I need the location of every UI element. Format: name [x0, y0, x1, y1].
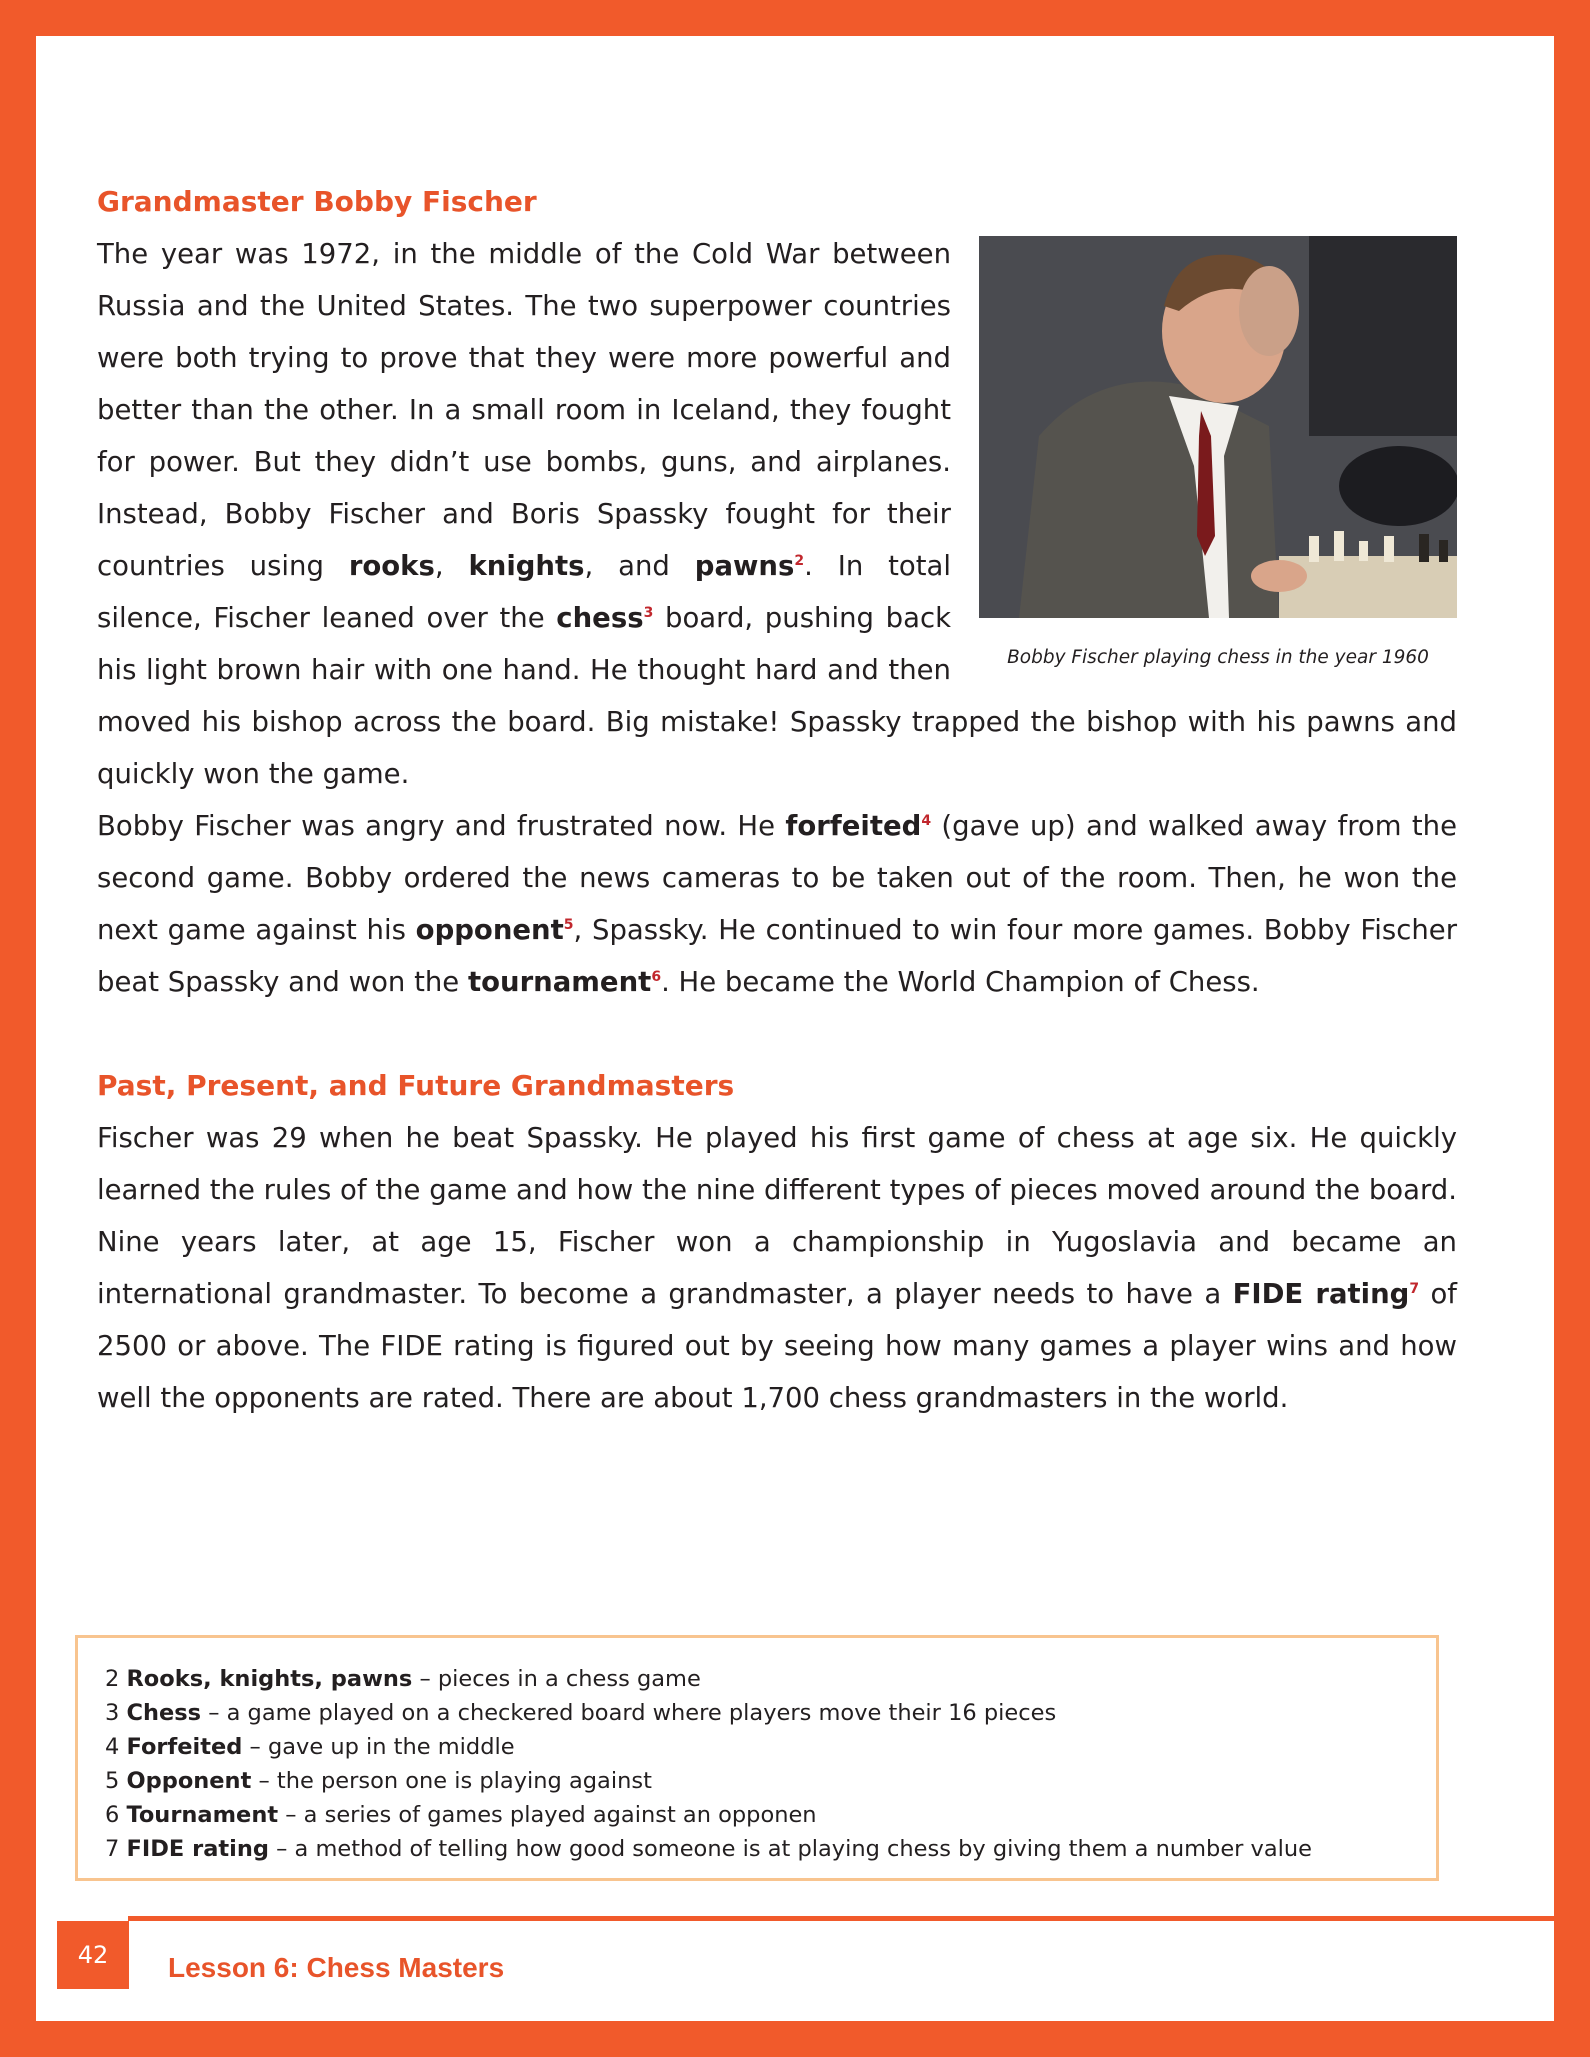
footnote-definition: – the person one is playing against	[251, 1768, 652, 1794]
footnote-item	[105, 1764, 1436, 1798]
footnotes-box	[75, 1635, 1439, 1881]
footnote-item	[105, 1832, 1436, 1866]
text-run: Fischer was 29 when he beat Spassky. He played his first game of chess at age six. He quickly learned the rules of the game and how the nine different types of pieces moved around the board. Nine years later, at age 15, Fischer won a championship in Yugoslavia and became an international grandmaster. To become a grandmaster, a player needs to have a	[97, 1122, 1457, 1310]
footer-rule	[128, 1916, 1554, 1921]
footnote-definition: – a method of telling how good someone is at playing chess by giving them a number value	[268, 1836, 1313, 1862]
footnote-term: Rooks, knights, pawns	[126, 1666, 413, 1692]
text-run: , and	[584, 550, 695, 582]
footnote-item	[105, 1696, 1436, 1730]
footnote-marker-7[interactable]: 7	[1409, 1280, 1420, 1297]
text-run: . He became the World Champion of Chess.	[661, 966, 1260, 998]
footnote-marker-2[interactable]: 2	[794, 552, 805, 569]
footnote-number: 3	[105, 1700, 120, 1726]
term-knights: knights	[468, 550, 585, 582]
text-run: ,	[434, 550, 469, 582]
footnote-number: 4	[105, 1734, 120, 1760]
footnote-item	[105, 1798, 1436, 1832]
footnote-definition: – gave up in the middle	[242, 1734, 515, 1760]
footnote-marker-5[interactable]: 5	[563, 916, 574, 933]
paragraph-grandmasters	[97, 1112, 1457, 1424]
main-content	[97, 176, 1457, 1424]
footnote-number: 7	[105, 1836, 120, 1862]
text-run: Bobby Fischer was angry and frustrated now. He	[97, 810, 786, 842]
paragraph-fischer-1	[97, 228, 1457, 800]
term-chess: chess	[556, 602, 644, 634]
footnote-term: Tournament	[126, 1802, 279, 1828]
footnote-definition: – a game played on a checkered board where players move their 16 pieces	[201, 1700, 1057, 1726]
footnote-number: 5	[105, 1768, 120, 1794]
footnote-definition: – a series of games played against an opponen	[278, 1802, 817, 1828]
footnote-marker-3[interactable]: 3	[643, 604, 654, 621]
fischer-photo	[979, 236, 1457, 618]
term-forfeited: forfeited	[785, 810, 922, 842]
text-run: . In total silence, Fischer leaned over the	[97, 550, 952, 634]
footnote-term: Chess	[126, 1700, 202, 1726]
section-heading-grandmasters: Past, Present, and Future Grandmasters	[97, 1069, 735, 1102]
lesson-title: Lesson 6: Chess Masters	[168, 1952, 505, 1983]
text-run: , Spassky. He continued to win four more games. Bobby Fischer beat Spassky and won the	[97, 914, 1457, 998]
footnote-number: 2	[105, 1666, 120, 1692]
text-run: board, pushing back his light brown hair with one hand. He thought hard and then moved his bishop across the board. Big mistake! Spassky trapped the bishop with his pawns and quickly won the game.	[97, 602, 1457, 790]
paragraph-fischer-2	[97, 800, 1457, 1008]
term-rooks: rooks	[348, 550, 435, 582]
text-run: The year was 1972, in the middle of the Cold War between Russia and the United States. The two superpower countries were both trying to prove that they were more powerful and better than the other. In a small room in Iceland, they fought for power. But they didn’t use bombs, guns, and airplanes. Instead, Bobby Fischer and Boris Spassky fought for their countries using	[97, 238, 951, 582]
text-run: of 2500 or above. The FIDE rating is figured out by seeing how many games a player wins and how well the opponents are rated. There are about 1,700 chess grandmasters in the world.	[97, 1278, 1457, 1414]
section-heading-fischer: Grandmaster Bobby Fischer	[97, 185, 537, 218]
term-tournament: tournament	[467, 966, 652, 998]
footnote-item	[105, 1662, 1436, 1696]
figure	[979, 236, 1457, 684]
section-spacer	[97, 1008, 1457, 1060]
footnote-definition: – pieces in a chess game	[412, 1666, 701, 1692]
footnote-term: Opponent	[126, 1768, 252, 1794]
footnote-term: Forfeited	[126, 1734, 243, 1760]
footnote-marker-6[interactable]: 6	[651, 968, 662, 985]
figure-caption: Bobby Fischer playing chess in the year 1960	[1007, 647, 1429, 668]
term-fide-rating: FIDE rating	[1232, 1278, 1410, 1310]
text-run: (gave up) and walked away from the second game. Bobby ordered the news cameras to be taken out of the room. Then, he won the next game against his	[97, 810, 1458, 946]
page-number: 42	[57, 1921, 129, 1989]
footnote-item	[105, 1730, 1436, 1764]
footnote-marker-4[interactable]: 4	[921, 812, 932, 829]
term-pawns: pawns	[694, 550, 795, 582]
term-opponent: opponent	[415, 914, 564, 946]
footnote-number: 6	[105, 1802, 120, 1828]
footnote-term: FIDE rating	[126, 1836, 269, 1862]
